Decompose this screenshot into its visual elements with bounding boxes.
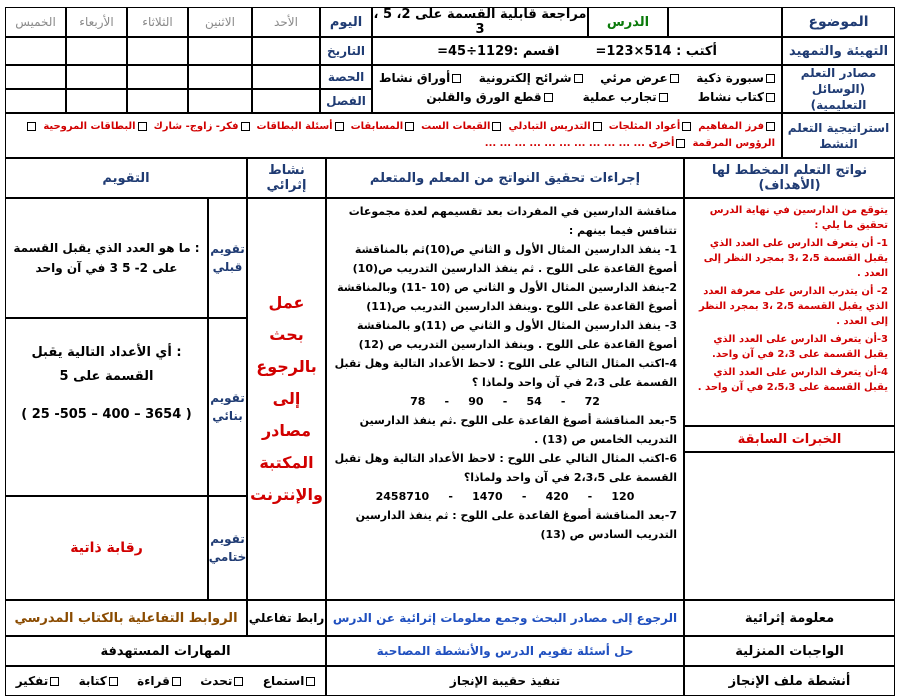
strategy-item[interactable] (648, 138, 685, 149)
checkbox-icon (574, 74, 583, 83)
outcome-item: 3-أن يتعرف الدارس على العدد الذي يقبل القسمة على 2،3 في آن واحد. (712, 334, 888, 360)
interactive-link-text[interactable]: الروابط التفاعلية بالكتاب المدرسي (5, 600, 247, 636)
skill-thinking[interactable] (16, 674, 59, 688)
skill-label: استماع (262, 674, 305, 688)
resource-visual[interactable] (600, 69, 679, 88)
resource-label: شرائح إلكترونية (478, 71, 572, 85)
date-label: التاريخ (320, 37, 372, 65)
interactive-link-label: رابط تفاعلي (247, 600, 326, 636)
strategy-dots: ... ... ... ... ... ... ... ... ... ... ... (484, 138, 645, 149)
procedures-cell (326, 198, 684, 600)
resource-label: تجارب عملية (582, 90, 657, 104)
period-cell-2 (188, 65, 252, 89)
skill-label: تحدث (200, 674, 233, 688)
strategy-label-text: أعواد المثلجات (608, 121, 681, 132)
skill-listening[interactable] (263, 674, 316, 688)
strategy-label: استراتيجية التعلم النشط (782, 113, 895, 158)
resource-label: سبورة ذكية (696, 71, 764, 85)
resource-label: أوراق نشاط (379, 71, 451, 85)
checkbox-icon (659, 93, 668, 102)
prior-experience-cell (684, 452, 895, 600)
resource-worksheets[interactable] (379, 69, 461, 88)
outcomes-cell (684, 198, 895, 426)
day-tuesday: الثلاثاء (127, 7, 188, 37)
period-label: الحصة (320, 65, 372, 89)
enrichment-info-label: معلومة إثرائية (684, 600, 895, 636)
period-cell-1 (252, 65, 320, 89)
procedure-numbers: 120 - 420 - 1470 - 2458710 (375, 490, 635, 503)
date-cell-1 (252, 37, 320, 65)
strategy-label-text: أخرى (648, 138, 675, 149)
resource-paper-pen[interactable] (426, 88, 552, 107)
checkbox-icon (109, 677, 118, 686)
skill-speaking[interactable] (200, 674, 243, 688)
checkbox-icon (766, 122, 775, 131)
day-sunday: الأحد (252, 7, 320, 37)
skills-box (5, 666, 326, 696)
checkbox-icon (544, 93, 553, 102)
strategy-label-text: القبعات الست (421, 121, 491, 132)
checkbox-icon (452, 74, 461, 83)
class-cell-3 (127, 89, 188, 113)
outcome-item: 1- أن يتعرف الدارس على العدد الذي يقبل القسمة 2،5 ،3 بمجرد النظر إلى العدد . (703, 238, 888, 279)
resource-activity-book[interactable] (698, 88, 775, 107)
portfolio-text: تنفيذ حقيبة الإنجاز (326, 666, 684, 696)
strategies-box (5, 113, 782, 158)
checkbox-icon (335, 122, 344, 131)
procedure-step: 3- ينفذ الدارسين المثال الأول و الثاني ص (11)و بالمناقشة أصوغ القاعدة على اللوح . وينفذ الدارسين التدريب ص (12) (356, 319, 677, 351)
period-cell-3 (127, 65, 188, 89)
pre-eval-label: تقويم قبلي (208, 198, 247, 318)
strategy-label-text: التدريس التبادلي (508, 121, 591, 132)
prior-experience-label: الخبرات السابقة (684, 426, 895, 452)
strategy-label-text: الرؤوس المرقمة (692, 138, 775, 149)
checkbox-icon (593, 122, 602, 131)
strategy-item[interactable] (351, 121, 415, 132)
resources-label: مصادر التعلم (الوسائل التعليمية) (782, 65, 895, 113)
day-monday: الاثنين (188, 7, 252, 37)
date-cell-5 (5, 37, 66, 65)
resources-box (372, 65, 782, 113)
class-label: الفصل (320, 89, 372, 113)
checkbox-icon (670, 74, 679, 83)
strategy-item[interactable] (609, 121, 692, 132)
checkbox-icon (306, 677, 315, 686)
checkbox-icon (27, 122, 36, 131)
class-cell-2 (188, 89, 252, 113)
date-cell-3 (127, 37, 188, 65)
checkbox-icon (766, 74, 775, 83)
checkbox-icon (234, 677, 243, 686)
resource-label: كتاب نشاط (697, 90, 764, 104)
strategy-item[interactable] (508, 121, 601, 132)
portfolio-label: أنشطة ملف الإنجاز (684, 666, 895, 696)
formative-eval-cell (5, 318, 208, 496)
outcome-item: 2- أن يتدرب الدارس على معرفة العدد الذي يقبل القسمة 2،5 ،3 بمجرد النظر إلى العدد . (698, 286, 888, 327)
lesson-title: مراجعة قابلية القسمة على 2، 5 ، 3 (373, 7, 587, 37)
class-cell-5 (5, 89, 66, 113)
enrichment-header: نشاط إثرائي (247, 158, 326, 198)
strategy-item[interactable] (257, 121, 344, 132)
checkbox-icon (682, 122, 691, 131)
strategy-item[interactable] (43, 121, 146, 132)
strategy-item[interactable] (421, 121, 501, 132)
class-cell-4 (66, 89, 127, 113)
day-label: اليوم (320, 7, 372, 37)
intro-text: أكتب : 514×123= اقسم :1129÷45= (372, 37, 782, 65)
skill-writing[interactable] (79, 674, 118, 688)
checkbox-icon (766, 93, 775, 102)
procedure-step: 7-بعد المناقشة أصوغ القاعدة على اللوح : ثم ينفذ الدارسين التدريب السادس ص (13) (355, 509, 677, 541)
strategy-item[interactable] (698, 121, 775, 132)
resource-slides[interactable] (479, 69, 583, 88)
procedure-numbers: 72 - 54 - 90 - 78 (410, 395, 600, 408)
checkbox-icon (405, 122, 414, 131)
period-cell-5 (5, 65, 66, 89)
date-cell-2 (188, 37, 252, 65)
enrichment-cell: عمل بحث بالرجوع إلى مصادر المكتبة والإنترنت (247, 198, 326, 600)
formative-eval-numbers: ( 25 -505 – 400 – 3654 ) (21, 407, 192, 422)
checkbox-icon (492, 122, 501, 131)
procedure-step: 2-ينفذ الدارسين المثال الأول و الثاني ص (10 -11) وبالمناقشة أصوغ القاعدة على اللوح .وينفذ الدارسين التدريب ص(11) (337, 281, 677, 313)
outcome-item: 4-أن يتعرف الدارس على العدد الذي يقبل القسمة على 2،5،3 في آن واحد . (697, 367, 888, 393)
skill-label: قراءة (137, 674, 170, 688)
enrichment-info-text: الرجوع إلى مصادر البحث وجمع معلومات إثرائية عن الدرس (326, 600, 684, 636)
skill-label: كتابة (78, 674, 107, 688)
day-thursday: الخميس (5, 7, 66, 37)
homework-text: حل أسئلة تقويم الدرس والأنشطة المصاحبة (326, 636, 684, 666)
checkbox-icon (676, 139, 685, 148)
strategy-item[interactable] (154, 121, 250, 132)
checkbox-icon (241, 122, 250, 131)
procedure-step: 6-اكتب المثال التالي على اللوح : لاحظ الأعداد التالية وهل تقبل القسمة على 2،3،5 في آن واحد ولماذا؟ (334, 452, 677, 484)
period-cell-4 (66, 65, 127, 89)
checkbox-icon (172, 677, 181, 686)
resource-smartboard[interactable] (696, 69, 775, 88)
resource-label: عرض مرئي (600, 71, 668, 85)
procedure-step: 4-اكتب المثال التالي على اللوح : لاحظ الأعداد التالية وهل تقبل القسمة على 2،3 في آن واحد ولماذا ؟ (334, 357, 677, 389)
checkbox-icon (50, 677, 59, 686)
intro-label: التهيئة والتمهيد (782, 37, 895, 65)
strategy-label-text: أسئلة البطاقات (256, 121, 333, 132)
strategy-label-text: البطاقات المروحية (43, 121, 136, 132)
homework-label: الواجبات المنزلية (684, 636, 895, 666)
class-cell-1 (252, 89, 320, 113)
date-cell-4 (66, 37, 127, 65)
subject-value (668, 7, 782, 37)
resource-label: قطع الورق والقلبن (426, 90, 542, 104)
day-wednesday: الأربعاء (66, 7, 127, 37)
final-eval-text: رقابة ذاتية (5, 496, 208, 600)
outcomes-intro: يتوقع من الدارسين في نهاية الدرس تحقيق ما يلي : (709, 205, 888, 231)
strategy-label-text: المسابقات (350, 121, 404, 132)
resource-experiments[interactable] (583, 88, 668, 107)
strategy-label-text: فرز المفاهيم (698, 121, 764, 132)
procedures-intro: مناقشة الدارسين في المفردات بعد تقسيمهم لعدة مجموعات تتنافس فيما بينهم : (348, 205, 677, 237)
procedures-header: إجراءات تحقيق النواتج من المعلم والمتعلم (326, 158, 684, 198)
procedure-step: 1- ينفذ الدارسين المثال الأول و الثاني ص(10)ثم بالمناقشة أصوغ القاعدة على اللوح . ثم ينفذ الدارسين التدريب ص(10) (352, 243, 677, 275)
outcomes-header: نواتج التعلم المخطط لها (الأهداف) (684, 158, 895, 198)
skill-label: تفكير (15, 674, 49, 688)
evaluation-header: التقويم (5, 158, 247, 198)
lesson-label: الدرس (588, 7, 668, 37)
strategy-label-text: فكر- زاوج- شارك (153, 121, 239, 132)
checkbox-icon (138, 122, 147, 131)
procedure-step: 5-بعد المناقشة أصوغ القاعدة على اللوح .ثم ينفذ الدارسين التدريب الخامس ص (13) . (359, 414, 677, 446)
pre-eval-text: : ما هو العدد الذي يقبل القسمة على 2- 5 3 في آن واحد (5, 198, 208, 318)
formative-eval-text: : أي الأعداد التالية يقبل القسمة على 5 (31, 345, 182, 384)
final-eval-label: تقويم ختامي (208, 496, 247, 600)
formative-eval-label: تقويم بنائي (208, 318, 247, 496)
skill-reading[interactable] (137, 674, 181, 688)
skills-label: المهارات المستهدفة (5, 636, 326, 666)
subject-label: الموضوع (782, 7, 895, 37)
